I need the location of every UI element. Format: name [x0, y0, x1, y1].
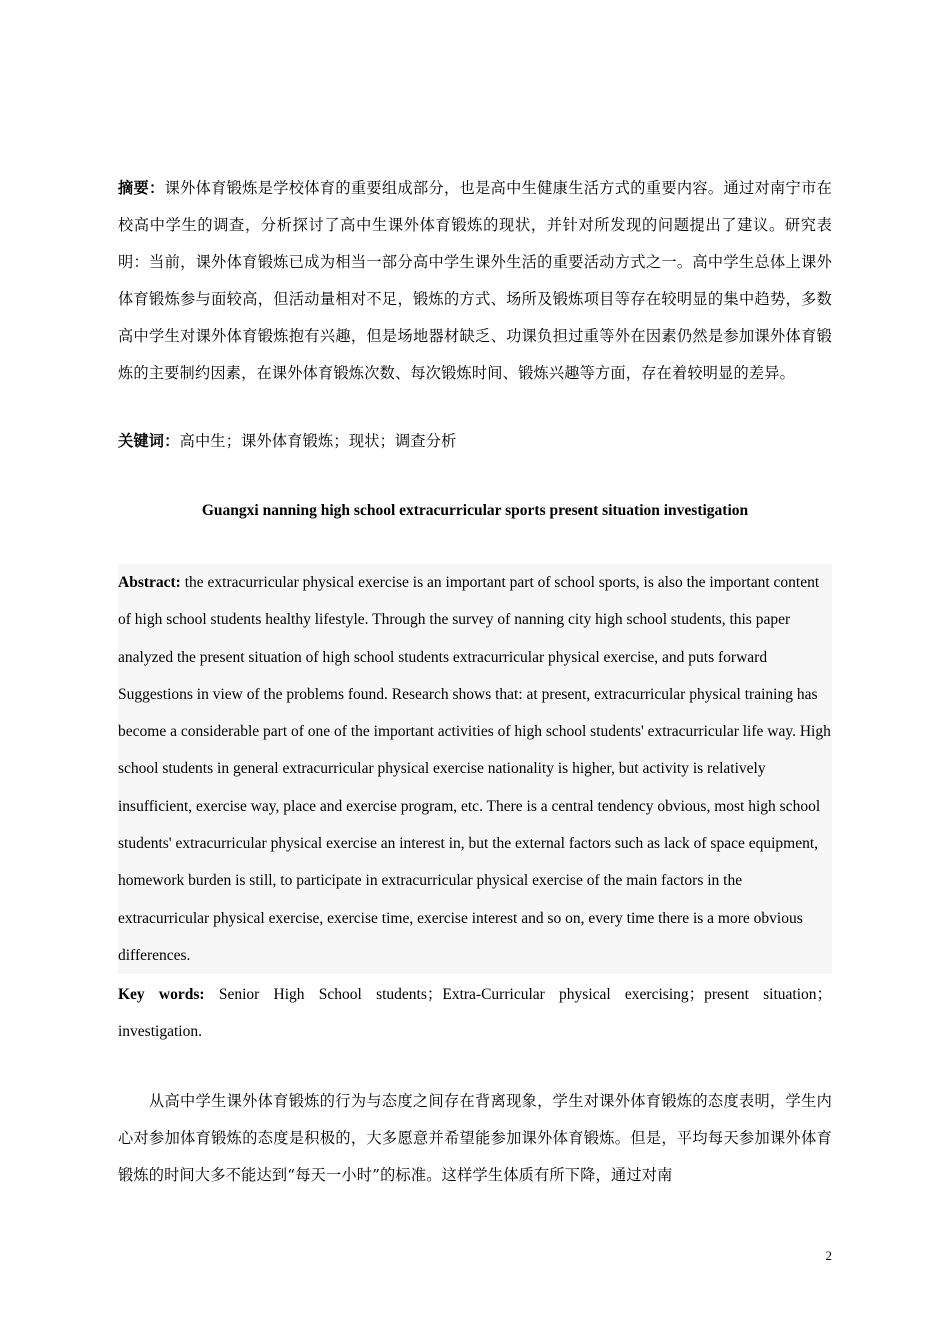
keywords-zh — [118, 426, 832, 456]
keywords-zh-label: 关键词： — [118, 432, 180, 450]
english-title: Guangxi nanning high school extracurricular sports present situation investigation — [201, 502, 749, 519]
keywords-en-label: Key words: — [118, 986, 205, 1003]
abstract-en — [118, 564, 832, 974]
keywords-en — [118, 976, 832, 1051]
abstract-zh-label: 摘要： — [118, 179, 165, 197]
body-paragraph: 从高中学生课外体育锻炼的行为与态度之间存在背离现象，学生对课外体育锻炼的态度表明，学生内心对参加体育锻炼的态度是积极的，大多愿意并希望能参加课外体育锻炼。但是，平均每天参加课外体育锻炼的时间大多不能达到“每天一小时”的标准。这样学生体质有所下降，通过对南 — [118, 1092, 832, 1184]
abstract-zh-text: 课外体育锻炼是学校体育的重要组成部分，也是高中生健康生活方式的重要内容。通过对南宁市在校高中学生的调查，分析探讨了高中生课外体育锻炼的现状，并针对所发现的问题提出了建议。研究表明：当前，课外体育锻炼已成为相当一部分高中学生课外生活的重要活动方式之一。高中学生总体上课外体育锻炼参与面较高，但活动量相对不足，锻炼的方式、场所及锻炼项目等存在较明显的集中趋势，多数高中学生对课外体育锻炼抱有兴趣，但是场地器材缺乏、功课负担过重等外在因素仍然是参加课外体育锻炼的主要制约因素，在课外体育锻炼次数、每次锻炼时间、锻炼兴趣等方面，存在着较明显的差异。 — [118, 179, 832, 382]
keywords-en-text: Senior High School students；Extra-Curricular physical exercising；present situation；investigation. — [118, 986, 833, 1041]
page-number: 2 — [825, 1248, 832, 1263]
keywords-zh-text: 高中生；课外体育锻炼；现状；调查分析 — [179, 432, 457, 450]
abstract-zh — [118, 170, 832, 392]
abstract-en-text: the extracurricular physical exercise is an important part of school sports, is also the important content of high school students healthy lifestyle. Through the survey of nanning city high school students, this paper analyzed the present situation of high school students extracurricular physical exercise, and puts forward Suggestions in view of the problems found. Research shows that: at present, extracurricular physical training has become a considerable part of one of the important activities of high school students' extracurricular life way. High school students in general extracurricular physical exercise nationality is higher, but activity is relatively insufficient, exercise way, place and exercise program, etc. There is a central tendency obvious, most high school students' extracurricular physical exercise an interest in, but the external factors such as lack of space equipment, homework burden is still, to participate in extracurricular physical exercise of the main factors in the extracurricular physical exercise, exercise time, exercise interest and so on, every time there is a more obvious differences. — [118, 574, 831, 964]
abstract-en-label: Abstract: — [118, 574, 181, 591]
